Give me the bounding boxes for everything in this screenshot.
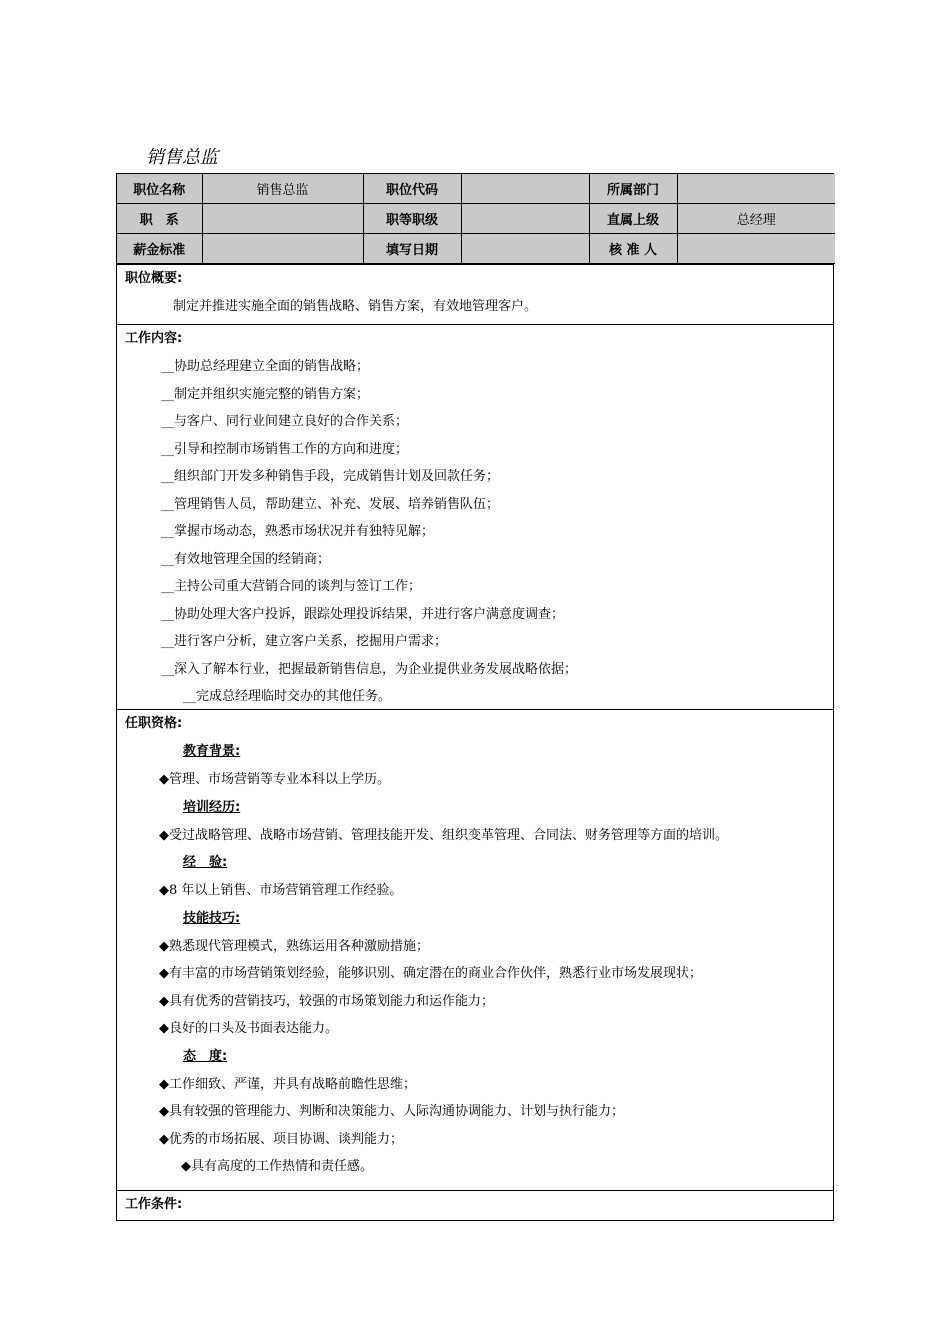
document-title: 销售总监 bbox=[146, 147, 218, 168]
salary-standard-value bbox=[202, 234, 363, 264]
supervisor-label: 直属上级 bbox=[589, 204, 677, 234]
skills-heading: 技能技巧: bbox=[183, 910, 241, 926]
duty-item: __协助处理大客户投诉，跟踪处理投诉结果，并进行客户满意度调查； bbox=[161, 606, 565, 622]
duty-item: __组织部门开发多种销售手段，完成销售计划及回款任务； bbox=[161, 469, 500, 484]
skills-item: ◆熟悉现代管理模式，熟练运用各种激励措施； bbox=[159, 938, 429, 954]
duty-item: __深入了解本行业，把握最新销售信息，为企业提供业务发展战略依据； bbox=[161, 661, 578, 677]
duty-item: __引导和控制市场销售工作的方向和进度； bbox=[161, 441, 409, 457]
experience-heading: 经 验: bbox=[183, 855, 228, 870]
position-code-label: 职位代码 bbox=[363, 174, 461, 204]
approver-value bbox=[677, 234, 835, 264]
fill-date-value bbox=[461, 234, 589, 264]
training-item: ◆受过战略管理、战略市场营销、管理技能开发、组织变革管理、合同法、财务管理等方面的培训。 bbox=[159, 827, 728, 843]
duty-item: __掌握市场动态，熟悉市场状况并有独特见解； bbox=[161, 524, 435, 539]
conditions-section bbox=[117, 1190, 833, 1220]
duty-item: __管理销售人员，帮助建立、补充、发展、培养销售队伍； bbox=[161, 496, 500, 512]
attitude-item: ◆工作细致、严谨，并具有战略前瞻性思维； bbox=[159, 1076, 416, 1092]
skills-item: ◆有丰富的市场营销策划经验，能够识别、确定潜在的商业合作伙伴，熟悉行业市场发展现状； bbox=[159, 966, 702, 981]
department-value bbox=[677, 174, 835, 204]
salary-standard-label: 薪金标准 bbox=[117, 234, 202, 264]
skills-item: ◆良好的口头及书面表达能力。 bbox=[159, 1021, 338, 1036]
training-heading: 培训经历: bbox=[183, 799, 241, 815]
duty-item: __主持公司重大营销合同的谈判与签订工作； bbox=[161, 579, 422, 594]
job-grade-value bbox=[461, 204, 589, 234]
duties-heading: 工作内容: bbox=[125, 331, 183, 346]
department-label: 所属部门 bbox=[589, 174, 677, 204]
qualifications-heading: 任职资格: bbox=[125, 716, 183, 731]
position-name-label: 职位名称 bbox=[117, 174, 202, 204]
fill-date-label: 填写日期 bbox=[363, 234, 461, 264]
job-grade-label: 职等职级 bbox=[363, 204, 461, 234]
attitude-item: ◆具有较强的管理能力、判断和决策能力、人际沟通协调能力、计划与执行能力； bbox=[159, 1104, 624, 1119]
duty-item: __协助总经理建立全面的销售战略； bbox=[161, 359, 370, 374]
duties-section bbox=[117, 324, 833, 709]
approver-label: 核 准 人 bbox=[589, 234, 677, 264]
duty-item: __与客户、同行业间建立良好的合作关系； bbox=[161, 414, 409, 429]
table-row bbox=[117, 204, 835, 234]
conditions-heading: 工作条件: bbox=[125, 1197, 183, 1212]
overview-heading: 职位概要: bbox=[125, 271, 183, 286]
education-heading: 教育背景: bbox=[183, 744, 241, 759]
supervisor-value: 总经理 bbox=[677, 204, 835, 234]
duty-item: __制定并组织实施完整的销售方案； bbox=[161, 386, 370, 402]
experience-item: ◆8 年以上销售、市场营销管理工作经验。 bbox=[159, 883, 403, 898]
attitude-item: ◆具有高度的工作热情和责任感。 bbox=[181, 1159, 373, 1174]
job-description-form bbox=[116, 173, 834, 1221]
duty-item: __完成总经理临时交办的其他任务。 bbox=[183, 689, 392, 704]
education-item: ◆管理、市场营销等专业本科以上学历。 bbox=[159, 772, 390, 787]
position-name-value: 销售总监 bbox=[202, 174, 363, 204]
table-row bbox=[117, 174, 835, 204]
table-row bbox=[117, 234, 835, 264]
job-family-label: 职 系 bbox=[117, 204, 202, 234]
qualifications-section bbox=[117, 709, 833, 1190]
overview-section bbox=[117, 264, 833, 324]
position-code-value bbox=[461, 174, 589, 204]
job-family-value bbox=[202, 204, 363, 234]
duty-item: __进行客户分析，建立客户关系，挖掘用户需求； bbox=[161, 634, 448, 649]
duty-item: __有效地管理全国的经销商； bbox=[161, 551, 331, 567]
attitude-item: ◆优秀的市场拓展、项目协调、谈判能力； bbox=[159, 1131, 403, 1147]
position-info-table bbox=[117, 174, 835, 264]
overview-text: 制定并推进实施全面的销售战略、销售方案，有效地管理客户。 bbox=[173, 299, 538, 314]
attitude-heading: 态 度: bbox=[183, 1048, 228, 1064]
skills-item: ◆具有优秀的营销技巧，较强的市场策划能力和运作能力； bbox=[159, 993, 494, 1009]
